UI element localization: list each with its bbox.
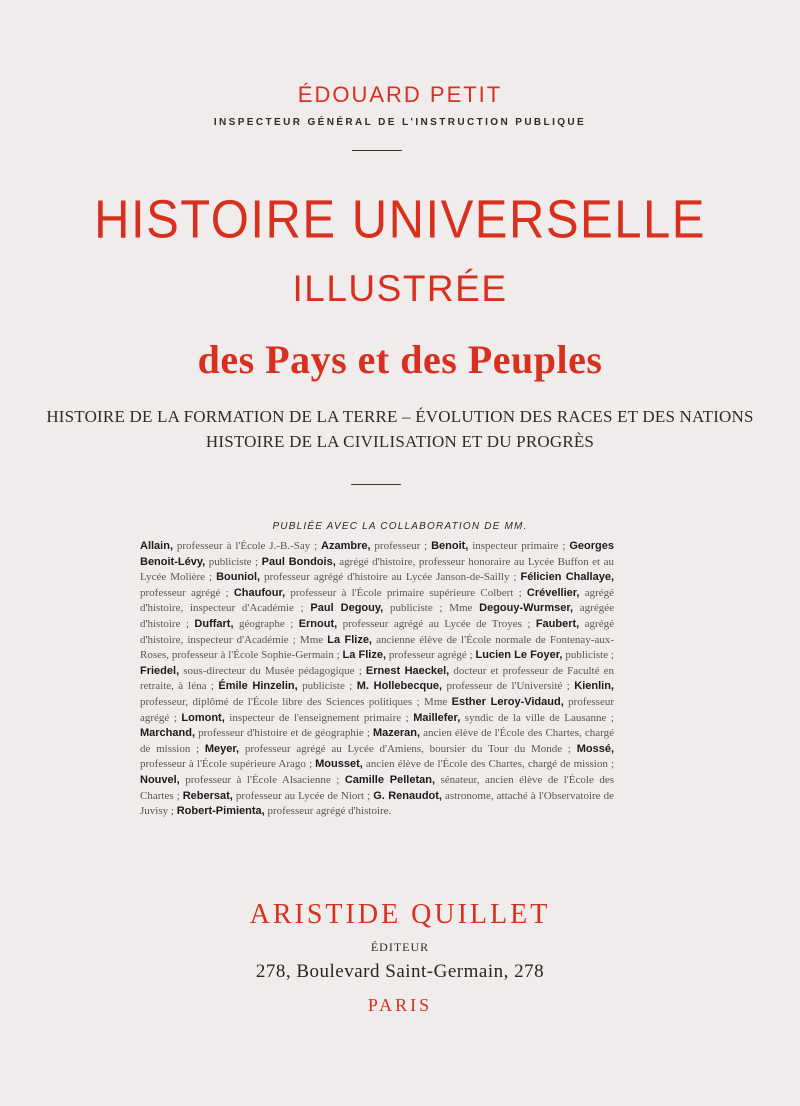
contributor-description: professeur agrégé au Lycée de Troyes ; <box>337 617 536 630</box>
contributor-name: La Flize, <box>342 649 387 662</box>
contributor-description: sénateur, ancien élève de l'École des Chartes ; <box>140 773 614 802</box>
contributor-name: Chaufour, <box>233 586 286 599</box>
contributor-description: professeur agrégé ; <box>386 649 476 662</box>
subtitle-line-2: HISTOIRE DE LA CIVILISATION ET DU PROGRÈS <box>205 432 595 451</box>
contributor-description: publiciste ; <box>205 555 262 568</box>
contributor-description: publiciste ; Mme <box>383 602 480 615</box>
contributor-description: ancien élève de l'École des Chartes, chargé de mission ; <box>140 727 614 755</box>
contributor-description: professeur agrégé ; <box>140 695 614 724</box>
collaboration-intro: PUBLIÉE AVEC LA COLLABORATION DE MM. <box>272 521 528 532</box>
contributor-description: docteur et professeur de Faculté en retraite, à Iéna ; <box>140 664 615 693</box>
contributor-description: professeur de l'Université ; <box>442 680 575 693</box>
contributor-description: professeur à l'École J.-B.-Say ; <box>173 540 322 552</box>
contributor-name: Marchand, <box>140 727 196 740</box>
contributor-name: Paul Degouy, <box>310 602 384 615</box>
contributor-name: Esther Leroy-Vidaud, <box>451 695 564 708</box>
contributor-name: Kienlin, <box>574 680 614 693</box>
contributor-description: professeur agrégé au Lycée d'Amiens, boursier du Tour du Monde ; <box>239 742 577 755</box>
divider-rule <box>351 484 401 485</box>
contributor-description: agrégé d'histoire, professeur honoraire au Lycée Buffon et au Lycée Molière ; <box>140 555 614 584</box>
contributor-description: professeur agrégé d'histoire. <box>264 805 392 818</box>
contributor-name: Azambre, <box>321 540 371 552</box>
contributor-name: La Flize, <box>327 633 372 646</box>
contributor-name: Faubert, <box>535 617 580 630</box>
contributor-name: Allain, <box>140 540 174 552</box>
contributor-name: Nouvel, <box>140 773 180 786</box>
contributor-name: Meyer, <box>204 742 240 755</box>
contributor-name: Mousset, <box>315 758 363 771</box>
contributor-name: Paul Bondois, <box>261 555 336 568</box>
contributor-name: Lomont, <box>181 711 225 724</box>
contributor-name: Degouy-Wurmser, <box>479 602 574 615</box>
contributor-description: inspecteur de l'enseignement primaire ; <box>224 711 414 724</box>
contributor-description: professeur agrégé d'histoire au Lycée Janson-de-Sailly ; <box>260 571 521 584</box>
contributor-name: Mossé, <box>576 742 614 755</box>
contributor-name: Duffart, <box>194 617 234 630</box>
contributor-name: Friedel, <box>140 664 180 677</box>
contributor-description: professeur à l'École Alsacienne ; <box>179 773 345 786</box>
subtitle-line-1: HISTOIRE DE LA FORMATION DE LA TERRE – ÉVOLUTION DES RACES ET DES NATIONS <box>46 407 754 426</box>
contributor-name: Lucien Le Foyer, <box>475 649 563 662</box>
contributor-name: M. Hollebecque, <box>356 680 443 693</box>
contributor-description: géographe ; <box>233 617 299 630</box>
contributor-description: ancien élève de l'École des Chartes, chargé de mission ; <box>362 758 614 771</box>
contributor-name: Georges Benoit-Lévy, <box>140 540 614 568</box>
contributor-description: professeur à l'École primaire supérieure Colbert ; <box>285 586 527 599</box>
contributor-description: astronome, attaché à l'Observatoire de Juvisy ; <box>140 789 614 818</box>
contributor-name: Benoit, <box>431 540 469 552</box>
contributor-description: professeur à l'École supérieure Arago ; <box>140 758 316 771</box>
contributors-paragraph <box>140 539 614 820</box>
contributor-description: professeur agrégé ; <box>140 586 234 599</box>
contributor-name: Émile Hinzelin, <box>218 680 298 693</box>
contributor-name: Robert-Pimienta, <box>176 805 265 818</box>
title-pays-peuples: des Pays et des Peuples <box>197 337 603 382</box>
contributor-name: Ernout, <box>298 617 338 630</box>
contributor-description: agrégée d'histoire ; <box>140 602 614 630</box>
contributor-name: Camille Pelletan, <box>344 773 436 786</box>
contributor-name: Rebersat, <box>182 789 233 802</box>
contributor-description: publiciste ; <box>562 649 614 662</box>
contributor-name: Ernest Haeckel, <box>365 664 450 677</box>
author-name: ÉDOUARD PETIT <box>297 82 503 107</box>
contributor-name: Maillefer, <box>413 711 461 724</box>
contributor-name: Bouniol, <box>216 571 261 584</box>
contributor-description: ancienne élève de l'École normale de Fontenay-aux-Roses, professeur à l'École Sophie-Germain ; <box>140 633 614 662</box>
contributor-description: agrégé d'histoire, inspecteur d'Académie ; <box>140 586 615 615</box>
contributor-name: Mazeran, <box>372 727 421 740</box>
contributor-description: publiciste ; <box>297 680 357 693</box>
contributor-name: G. Renaudot, <box>373 789 442 802</box>
contributor-description: syndic de la ville de Lausanne ; <box>460 711 614 724</box>
contributor-description: professeur au Lycée de Niort ; <box>232 789 374 802</box>
title-illustree: ILLUSTRÉE <box>292 268 508 309</box>
publisher-name: ARISTIDE QUILLET <box>249 899 551 930</box>
publisher-address: 278, Boulevard Saint-Germain, 278 <box>255 961 545 982</box>
author-title: INSPECTEUR GÉNÉRAL DE L'INSTRUCTION PUBLIQUE <box>213 117 587 128</box>
contributor-description: professeur ; <box>370 540 432 552</box>
contributor-description: agrégé d'histoire, inspecteur d'Académie ; Mme <box>140 617 614 646</box>
contributor-description: professeur d'histoire et de géographie ; <box>195 727 373 740</box>
contributor-description: professeur, diplômé de l'École libre des Sciences politiques ; Mme <box>140 695 452 708</box>
divider-rule <box>352 150 402 151</box>
contributor-name: Crévellier, <box>526 586 580 599</box>
publisher-city: PARIS <box>367 995 433 1015</box>
publisher-role: ÉDITEUR <box>370 940 430 954</box>
contributor-description: inspecteur primaire ; <box>468 540 570 552</box>
main-title: HISTOIRE UNIVERSELLE <box>94 190 706 250</box>
contributor-description: sous-directeur du Musée pédagogique ; <box>179 664 366 677</box>
contributor-name: Félicien Challaye, <box>520 571 615 584</box>
